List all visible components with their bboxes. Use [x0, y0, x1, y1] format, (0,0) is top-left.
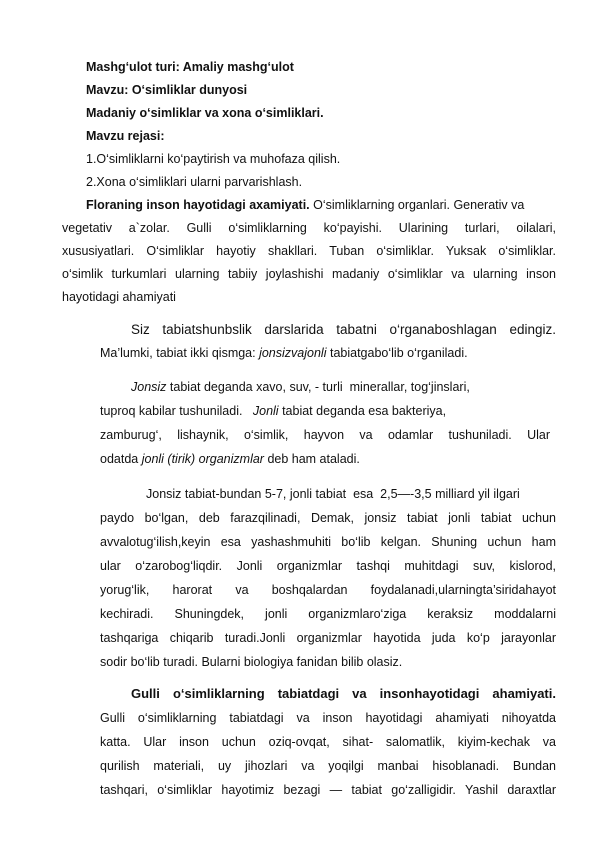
paragraph-line: sodir bo‘lib turadi. Bularni biologiya fanidan bilib olasiz. [100, 655, 403, 669]
lesson-type: Mashg‘ulot turi: Amaliy mashg‘ulot [86, 60, 294, 74]
paragraph-line: Jonsiz tabiat-bundan 5-7, jonli tabiat esa 2,5—-3,5 milliard yil ilgari [146, 487, 520, 501]
plan-item: 2.Xona o‘simliklari ularni parvarishlash. [86, 175, 303, 189]
paragraph-line: hayotidagi ahamiyati [62, 290, 176, 304]
paragraph-line: Siz tabiatshunbslik darslarida tabatni o‘rganaboshlagan edingiz. [131, 322, 556, 337]
paragraph-line: paydo bo‘lgan, deb farazqilinadi, Demak, jonsiz tabiat jonli tabiat uchun [100, 511, 556, 525]
paragraph-line: Ma’lumki, tabiat ikki qismga: jonsizvajonli tabiatgabo‘lib o‘rganiladi. [100, 346, 468, 360]
paragraph-line: avvalotug‘ilish,keyin esa yashashmuhiti bo‘lib kelgan. Shuning uchun ham [100, 535, 556, 549]
paragraph-line: Jonsiz tabiat deganda xavo, suv, - turli minerallar, tog‘jinslari, [131, 380, 470, 394]
paragraph-line: ular o‘zarobog‘liqdir. Jonli organizmlar tashqi muhitdagi suv, kislorod, [100, 559, 556, 573]
paragraph-line: qurilish materiali, uy jihozlari va yoqilgi manbai hisoblanadi. Bundan [100, 759, 556, 773]
paragraph-line: yorug‘lik, harorat va boshqalardan foydalanadi,ularningta’siridahayot [100, 583, 556, 597]
plan-item: 1.O‘simliklarni ko‘paytirish va muhofaza qilish. [86, 152, 341, 166]
paragraph-line: tashqari, o‘simliklar hayotimiz bezagi — tabiat go‘zalligidir. Yashil daraxtlar [100, 783, 556, 797]
section-heading: Floraning inson hayotidagi axamiyati. [86, 198, 310, 212]
section-heading: Gulli o‘simliklarning tabiatdagi va insonhayotidagi ahamiyati. [131, 686, 556, 701]
paragraph-line: odatda jonli (tirik) organizmlar deb ham ataladi. [100, 452, 360, 466]
paragraph-line: xususiyatlari. O‘simliklar hayotiy shakllari. Tuban o‘simliklar. Yuksak o‘simliklar. [62, 244, 556, 258]
paragraph-line: Floraning inson hayotidagi axamiyati. O‘simliklarning organlari. Generativ va [86, 198, 525, 212]
paragraph-line: zamburug‘, lishaynik, o‘simlik, hayvon va odamlar tushuniladi. Ular [100, 428, 550, 442]
paragraph-line: tuproq kabilar tushuniladi. Jonli tabiat deganda esa bakteriya, [100, 404, 447, 418]
paragraph-line: Gulli o‘simliklarning tabiatdagi va inson hayotidagi ahamiyati nihoyatda [100, 711, 556, 725]
paragraph-line: katta. Ular inson uchun oziq-ovqat, sihat- salomatlik, kiyim-kechak va [100, 735, 556, 749]
paragraph-line: tashqariga chiqarib turadi.Jonli organizmlar hayotida juda ko‘p jarayonlar [100, 631, 556, 645]
paragraph-line: vegetativ a`zolar. Gulli o‘simliklarning ko‘payishi. Ularining turlari, oilalari, [62, 221, 556, 235]
topic-subtitle: Madaniy o‘simliklar va xona o‘simliklari. [86, 106, 324, 120]
paragraph-line: o‘simlik turkumlari ularning tabiiy joylashishi madaniy o‘simliklar va ularning inson [62, 267, 556, 281]
plan-heading: Mavzu rejasi: [86, 129, 165, 143]
topic-title: Mavzu: O‘simliklar dunyosi [86, 83, 248, 97]
paragraph-line: kechiradi. Shuningdek, jonli organizmlaro‘ziga keraksiz moddalarni [100, 607, 556, 621]
